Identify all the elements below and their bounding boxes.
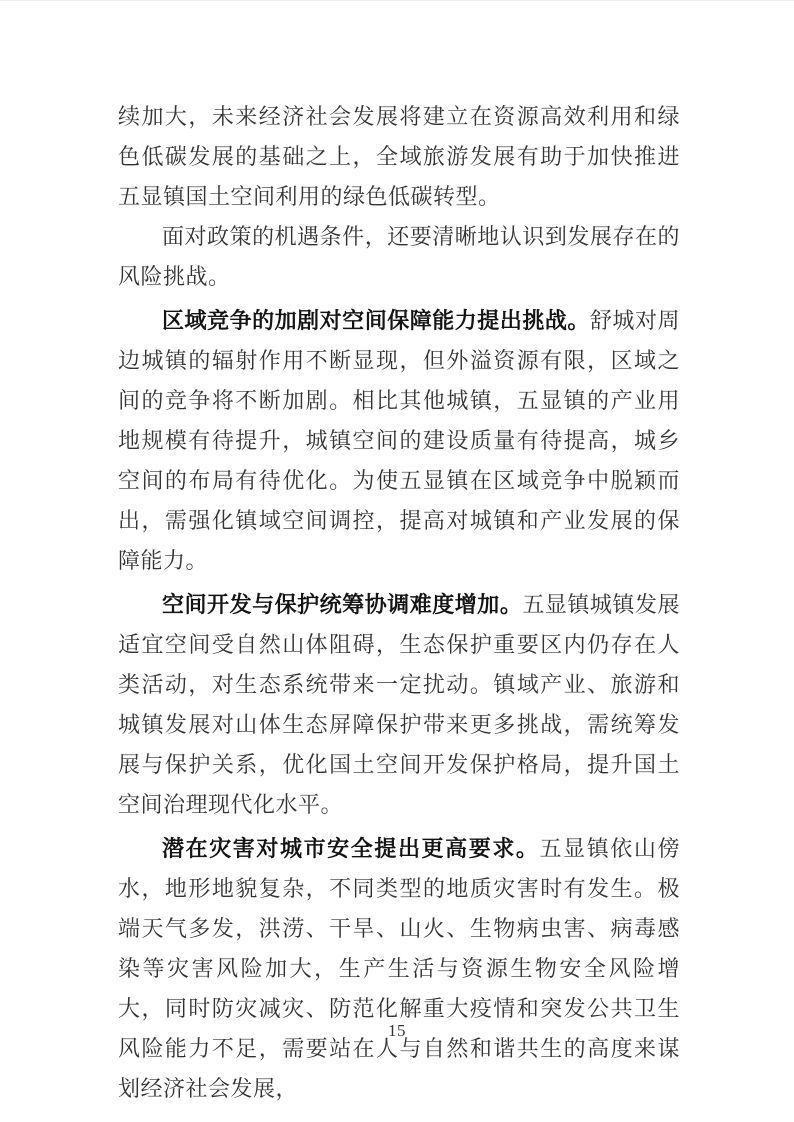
text-run: 五显镇依山傍水，地形地貌复杂，不同类型的地质灾害时有发生。极端天气多发，洪涝、干旱、山火、生物病虫害、病毒感染等灾害风险加大，生产生活与资源生物安全风险增大，同时防灾减灾、防范化解重大疫情和突发公共卫生风险能力不足，需要站在人与自然和谐共生的高度来谋划经济社会发展，: [118, 836, 680, 1101]
text-run: 五显镇城镇发展适宜空间受自然山体阻碍，生态保护重要区内仍存在人类活动，对生态系统带来一定扰动。镇域产业、旅游和城镇发展对山体生态屏障保护带来更多挑战，需统筹发展与保护关系，优化国土空间开发保护格局，提升国土空间治理现代化水平。: [118, 592, 680, 817]
text-run: 舒城对周边城镇的辐射作用不断显现，但外溢资源有限，区域之间的竞争将不断加剧。相比其他城镇，五显镇的产业用地规模有待提升，城镇空间的建设质量有待提高，城乡空间的布局有待优化。为使五显镇在区域竞争中脱颖而出，需强化镇域空间调控，提高对城镇和产业发展的保障能力。: [118, 308, 680, 573]
text-run-bold: 潜在灾害对城市安全提出更高要求。: [162, 836, 540, 861]
para-potential-disaster-safety: [118, 829, 680, 1109]
document-text-block: [118, 97, 680, 1109]
text-run: 续加大，未来经济社会发展将建立在资源高效利用和绿色低碳发展的基础之上，全域旅游发展有助于加快推进五显镇国土空间利用的绿色低碳转型。: [118, 104, 680, 209]
page-footer: [0, 1021, 794, 1041]
text-run-bold: 空间开发与保护统筹协调难度增加。: [162, 592, 523, 617]
text-run: 面对政策的机遇条件，还要清晰地认识到发展存在的风险挑战。: [118, 224, 680, 289]
text-run-bold: 区域竞争的加剧对空间保障能力提出挑战。: [162, 308, 590, 333]
para-risk-challenge-intro: [118, 217, 680, 297]
para-regional-competition: [118, 301, 680, 581]
page-number: 15: [388, 1021, 406, 1040]
para-development-protection-coordination: [118, 585, 680, 825]
para-green-low-carbon-transition: [118, 97, 680, 217]
